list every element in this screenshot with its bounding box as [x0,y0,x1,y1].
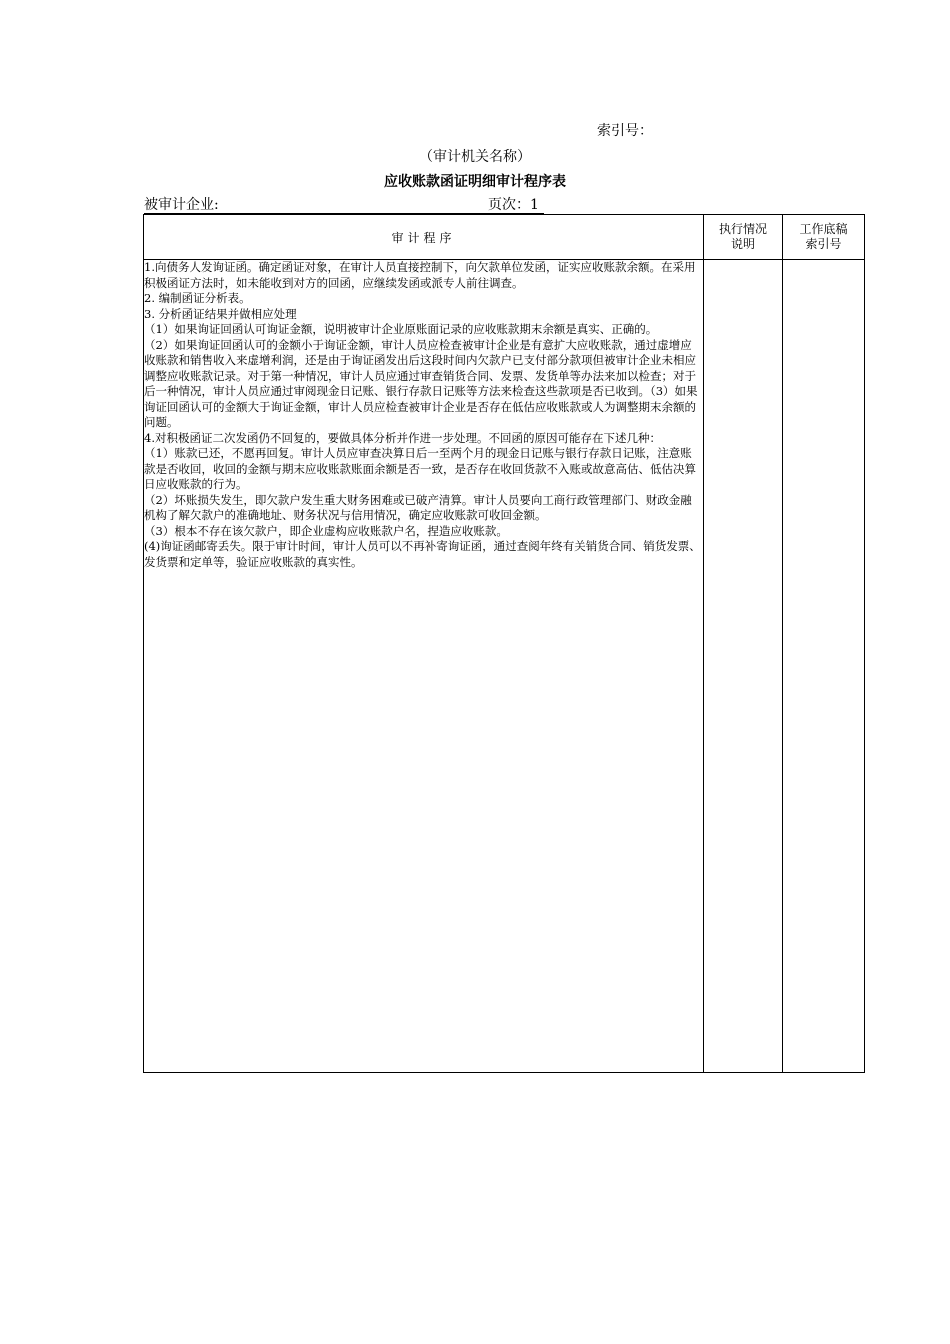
procedure-paragraph: （1）账款已还，不愿再回复。审计人员应审查决算日后一至两个月的现金日记账与银行存款日记账，注意账款是否收回，收回的金额与期末应收账款账面余额是否一致，是否存在收回货款不入账或故意高估、低估决算日应收账款的行为。 [144,446,696,491]
col-header-workpaper-ref [783,215,865,260]
col-header-execution-line2: 说明 [730,237,755,251]
page-number-label: 页次：1 [488,197,539,213]
col-header-execution-line1: 执行情况 [718,222,767,236]
procedure-paragraph: （2）如果询证回函认可的金额小于询证金额，审计人员应检查被审计企业是有意扩大应收账款，通过虚增应收账款和销售收入来虚增利润，还是由于询证函发出后这段时间内欠款户已支付部分款项但被审计企业未相应调整应收账款记录。对于第一种情况，审计人员应通过审查销货合同、发票、发货单等办法来加以检查；对于后一种情况，审计人员应通过审阅现金日记账、银行存款日记账等方法来检查这些款项是否已收到。（3）如果询证回函认可的金额大于询证金额，审计人员应检查被审计企业是否存在低估应收账款或人为调整期末余额的问题。 [144,337,698,429]
col-header-procedure: 审计程序 [144,215,704,260]
procedure-paragraph: 1.向债务人发询证函。确定函证对象，在审计人员直接控制下，向欠款单位发函，证实应收账款余额。在采用积极函证方法时，如未能收到对方的回函，应继续发函或派专人前往调查。 [144,260,696,290]
table-header-row [144,215,865,260]
col-header-ref-line1: 工作底稿 [799,222,848,236]
execution-notes-cell[interactable] [704,260,783,1073]
procedure-paragraph: （2）坏账损失发生，即欠款户发生重大财务困难或已破产清算。审计人员要向工商行政管理部门、财政金融机构了解欠款户的准确地址、财务状况与信用情况，确定应收账款可收回金额。 [144,492,692,522]
procedure-cell [144,260,704,1073]
audited-entity-label: 被审计企业: [144,197,219,213]
procedure-paragraph: (4)询证函邮寄丢失。限于审计时间，审计人员可以不再补寄询证函，通过查阅年终有关销货合同、销货发票、发货票和定单等，验证应收账款的真实性。 [144,539,701,569]
procedure-paragraph: （3）根本不存在该欠款户，即企业虚构应收账款户名，捏造应收账款。 [144,523,508,538]
procedure-paragraph: 3. 分析函证结果并做相应处理 [144,306,297,321]
col-header-ref-line2: 索引号 [805,237,842,251]
col-header-execution [704,215,783,260]
table-body-row [144,260,865,1073]
audit-procedure-table [143,214,865,1073]
procedure-paragraph: 4.对积极函证二次发函仍不回复的，要做具体分析并作进一步处理。不回函的原因可能存在下述几种： [144,430,661,445]
audit-org-name: （审计机关名称） [419,149,531,165]
procedure-paragraph: （1）如果询证回函认可询证金额，说明被审计企业原账面记录的应收账款期末余额是真实、正确的。 [144,322,658,336]
procedure-paragraph: 2. 编制函证分析表。 [144,291,251,305]
workpaper-ref-cell[interactable] [783,260,865,1073]
index-number-label: 索引号： [597,123,653,139]
page-title: 应收账款函证明细审计程序表 [384,174,566,190]
